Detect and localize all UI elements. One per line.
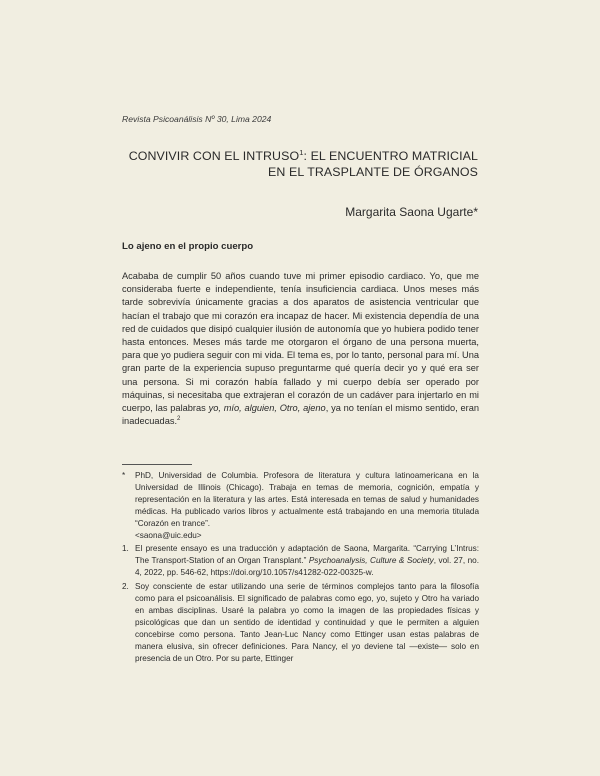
footnote-mark: 2. [122, 582, 129, 592]
footnote-author [122, 470, 479, 541]
section-heading: Lo ajeno en el propio cuerpo [122, 241, 254, 252]
footnote-author-text: PhD, Universidad de Columbia. Profesora de literatura y cultura latinoamericana en la Universidad de Illinois (Chicago). Trabaja en temas de memoria, cognición, empatía y representación en la literatura y las artes. Está interesada en temas de salud y humanidades médicas. Ha publicado varios libros y actualmente está trabajando en una memoria titulada “Corazón en trance”. [135, 471, 479, 528]
body-text-part2: , ya no tenían el mismo sentido, eran inadecuadas. [122, 403, 480, 427]
footnote-1-text-b: , vol. 27, no. 4, 2022, pp. 546-62, https://doi.org/10.1057/s41282-022-00325-w. [135, 556, 480, 578]
footnote-2-text: Soy consciente de estar utilizando una serie de términos complejos tanto para la filosofía como para el psicoanálisis. El significado de palabras como ego, yo, sujeto y Otro ha variado en ambas disciplinas. Usaré la palabra yo como la imagen de las propiedades físicas y psicológicas que dan un sentido de identidad y continuidad y que le permiten a alguien concebirse como persona. Tanto Jean-Luc Nancy como Ettinger usan estas palabras de manera elusiva, sin ofrecer definiciones. Para Nancy, el yo deviene tal —existe— solo en presencia de un Otro. Por su parte, Ettinger [135, 582, 479, 663]
title-line1-a: CONVIVIR CON EL INTRUSO [128, 149, 300, 163]
footnote-author-email[interactable]: <saona@uic.edu> [135, 530, 202, 540]
footnote-1-text-a: El presente ensayo es una traducción y adaptación de Saona, Margarita. “Carrying L’Intrus: The Transport-Station of an Organ Transplant.” [135, 544, 479, 566]
footnote-1-italic: Psychoanalysis, Culture & Society [308, 556, 434, 566]
title-footnote-ref: 1 [299, 147, 304, 157]
journal-header: Revista Psicoanálisis Nº 30, Lima 2024 [122, 114, 272, 124]
body-italic-words: yo, mío, alguien, Otro, ajeno [208, 403, 326, 414]
body-paragraph [122, 270, 479, 428]
footnotes [122, 470, 479, 667]
footnote-1 [122, 543, 479, 579]
footnote-mark: * [122, 471, 126, 480]
article-title [98, 148, 478, 180]
title-line2: EN EL TRASPLANTE DE ÓRGANOS [268, 165, 478, 179]
author-name: Margarita Saona Ugarte* [345, 205, 478, 219]
body-footnote-ref: 2 [177, 416, 181, 423]
footnote-2 [122, 581, 479, 664]
footnote-mark: 1. [122, 544, 129, 554]
footnote-divider [122, 464, 192, 465]
title-line1-b: : EL ENCUENTRO MATRICIAL [303, 149, 478, 163]
body-text-part1: Acababa de cumplir 50 años cuando tuve mi primer episodio cardiaco. Yo, que me consideraba fuerte e independiente, tenía insuficiencia cardiaca. Unos meses más tarde sobrevivía únicamente gracias a dos aparatos de asistencia ventricular que hacían el trabajo que mi corazón era incapaz de hacer. Mi existencia dependía de una red de cuidados que disipó cualquier ilusión de autonomía que yo hubiera podido tener hasta entonces. Meses más tarde me otorgaron el órgano de una persona muerta, para que yo pudiera seguir con mi vida. El tema es, por lo tanto, personal para mí. Una gran parte de la experiencia supuso preguntarme qué quería decir yo y qué era ser una persona. Si mi corazón había fallado y mi cuerpo debía ser operado por máquinas, si necesitaba que extrajeran el corazón de un cadáver para injertarlo en mi cuerpo, las palabras [122, 271, 479, 414]
